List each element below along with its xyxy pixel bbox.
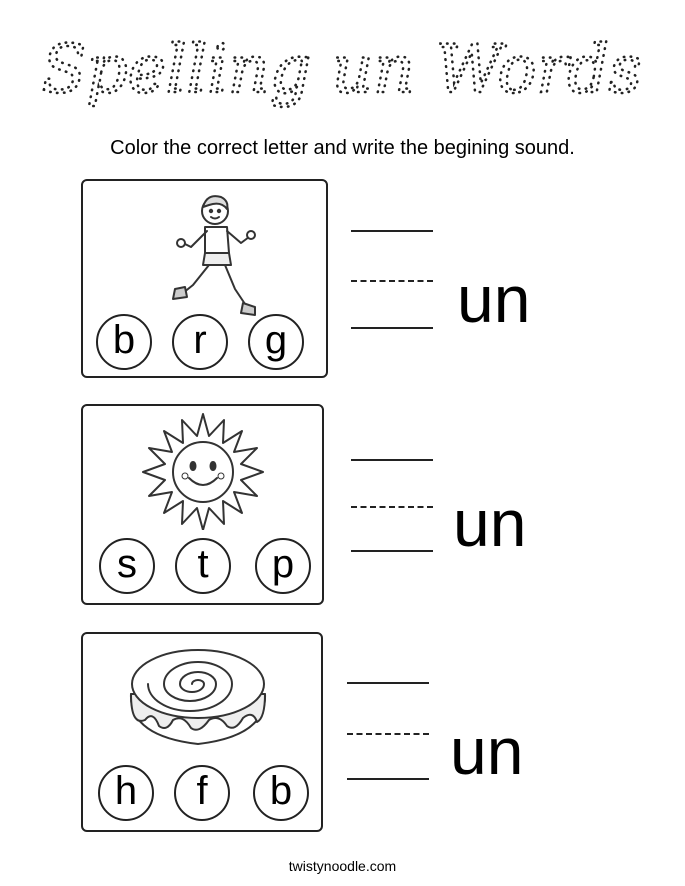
cinnamon-bun-icon: [125, 640, 271, 750]
worksheet-title: [0, 22, 685, 122]
letter-choice-p[interactable]: p: [255, 538, 311, 594]
title-text: Spelling un Words: [42, 31, 642, 108]
site-footer: twistynoodle.com: [288, 858, 397, 874]
letter-choice-r[interactable]: r: [172, 314, 228, 370]
writing-line-mid-1: [351, 280, 433, 282]
running-boy-icon: [163, 189, 263, 329]
writing-line-base-2: [351, 550, 433, 552]
picture-card-3: [81, 632, 323, 832]
word-ending-2: un: [453, 486, 527, 560]
picture-card-1: [81, 179, 328, 378]
word-ending-1: un: [457, 262, 531, 336]
writing-line-base-1: [351, 327, 433, 329]
letter-choice-h[interactable]: h: [98, 765, 154, 821]
writing-line-mid-3: [347, 733, 429, 735]
sun-icon: [141, 412, 265, 530]
letter-choice-s[interactable]: s: [99, 538, 155, 594]
writing-line-base-3: [347, 778, 429, 780]
writing-line-mid-2: [351, 506, 433, 508]
letter-choice-b-2[interactable]: b: [253, 765, 309, 821]
letter-choice-t[interactable]: t: [175, 538, 231, 594]
instructions: Color the correct letter and write the begining sound.: [110, 137, 575, 159]
letter-choice-b[interactable]: b: [96, 314, 152, 370]
letter-choice-g[interactable]: g: [248, 314, 304, 370]
writing-line-top-1: [351, 230, 433, 232]
writing-line-top-3: [347, 682, 429, 684]
picture-card-2: [81, 404, 324, 605]
word-ending-3: un: [450, 714, 524, 788]
writing-line-top-2: [351, 459, 433, 461]
letter-choice-f[interactable]: f: [174, 765, 230, 821]
